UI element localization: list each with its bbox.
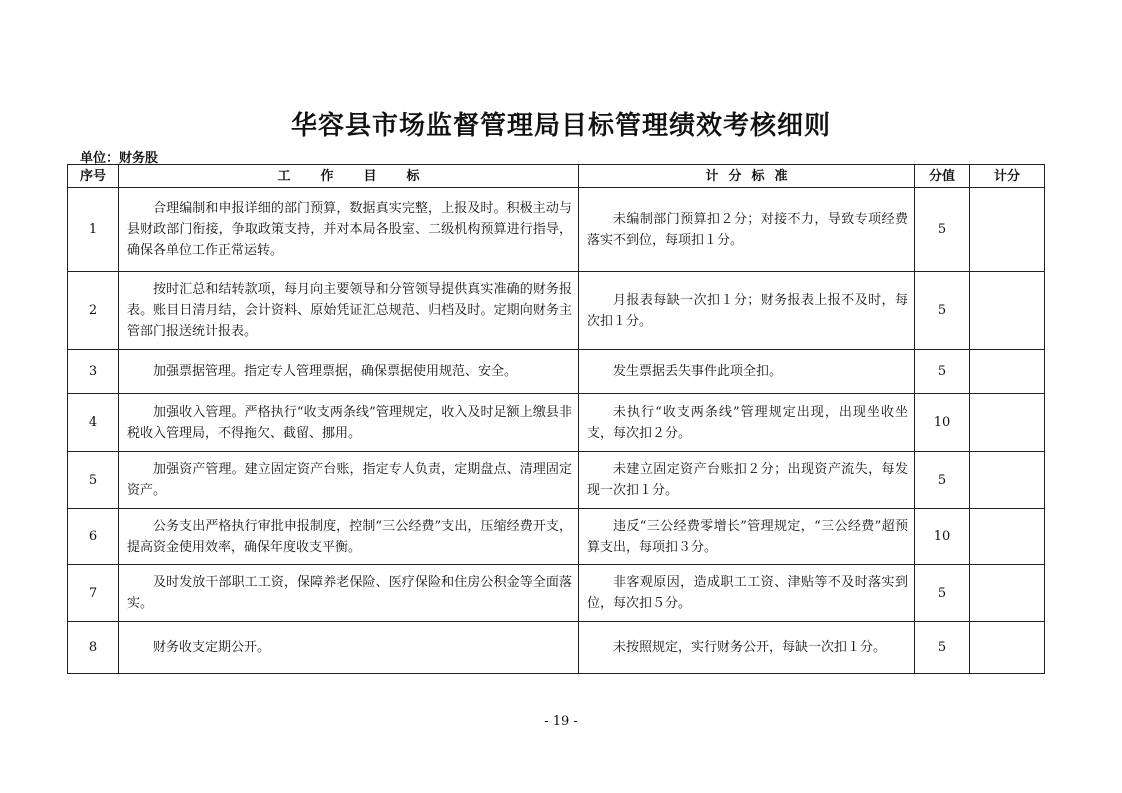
row-score-cell[interactable] xyxy=(970,350,1045,394)
row-value: 10 xyxy=(915,394,970,452)
row-goal: 财务收支定期公开。 xyxy=(119,622,579,674)
row-score-cell[interactable] xyxy=(970,509,1045,565)
row-value: 5 xyxy=(915,350,970,394)
header-seq: 序号 xyxy=(68,165,119,188)
row-standard: 违反“三公经费零增长”管理规定，“三公经费”超预算支出，每项扣３分。 xyxy=(579,509,915,565)
row-score-cell[interactable] xyxy=(970,565,1045,622)
row-value: 5 xyxy=(915,622,970,674)
row-standard: 发生票据丢失事件此项全扣。 xyxy=(579,350,915,394)
row-seq: 5 xyxy=(68,452,119,509)
row-seq: 4 xyxy=(68,394,119,452)
table-row xyxy=(68,350,1045,394)
assessment-table xyxy=(67,164,1045,674)
row-goal: 加强收入管理。严格执行“收支两条线”管理规定，收入及时足额上缴县非税收入管理局，不得拖欠、截留、挪用。 xyxy=(119,394,579,452)
header-value: 分值 xyxy=(915,165,970,188)
row-value: 5 xyxy=(915,565,970,622)
row-goal: 合理编制和申报详细的部门预算，数据真实完整，上报及时。积极主动与县财政部门衔接，争取政策支持，并对本局各股室、二级机构预算进行指导，确保各单位工作正常运转。 xyxy=(119,188,579,272)
row-standard: 非客观原因，造成职工工资、津贴等不及时落实到位，每次扣５分。 xyxy=(579,565,915,622)
row-standard: 未执行“收支两条线”管理规定出现，出现坐收坐支，每次扣２分。 xyxy=(579,394,915,452)
table-row xyxy=(68,394,1045,452)
row-seq: 2 xyxy=(68,272,119,350)
row-value: 5 xyxy=(915,272,970,350)
header-score: 计分 xyxy=(970,165,1045,188)
page-title: 华容县市场监督管理局目标管理绩效考核细则 xyxy=(290,111,831,141)
row-value: 5 xyxy=(915,188,970,272)
row-score-cell[interactable] xyxy=(970,452,1045,509)
row-score-cell[interactable] xyxy=(970,622,1045,674)
row-goal: 加强票据管理。指定专人管理票据，确保票据使用规范、安全。 xyxy=(119,350,579,394)
page-number: - 19 - xyxy=(544,714,578,729)
row-standard: 未编制部门预算扣２分；对接不力，导致专项经费落实不到位，每项扣１分。 xyxy=(579,188,915,272)
table-row xyxy=(68,565,1045,622)
row-score-cell[interactable] xyxy=(970,394,1045,452)
table-header-row xyxy=(68,165,1045,188)
row-value: 10 xyxy=(915,509,970,565)
table-row xyxy=(68,509,1045,565)
table-row xyxy=(68,452,1045,509)
row-standard: 月报表每缺一次扣１分；财务报表上报不及时，每次扣１分。 xyxy=(579,272,915,350)
table-row xyxy=(68,188,1045,272)
header-standard: 计分标准 xyxy=(579,165,915,188)
row-standard: 未建立固定资产台账扣２分；出现资产流失，每发现一次扣１分。 xyxy=(579,452,915,509)
row-score-cell[interactable] xyxy=(970,272,1045,350)
row-goal: 公务支出严格执行审批申报制度，控制“三公经费”支出，压缩经费开支，提高资金使用效率，确保年度收支平衡。 xyxy=(119,509,579,565)
row-goal: 按时汇总和结转款项，每月向主要领导和分管领导提供真实准确的财务报表。账目日清月结，会计资料、原始凭证汇总规范、归档及时。定期向财务主管部门报送统计报表。 xyxy=(119,272,579,350)
row-seq: 7 xyxy=(68,565,119,622)
row-standard: 未按照规定，实行财务公开，每缺一次扣１分。 xyxy=(579,622,915,674)
row-seq: 1 xyxy=(68,188,119,272)
row-goal: 加强资产管理。建立固定资产台账，指定专人负责，定期盘点、清理固定资产。 xyxy=(119,452,579,509)
row-seq: 3 xyxy=(68,350,119,394)
row-score-cell[interactable] xyxy=(970,188,1045,272)
unit-label: 单位：财务股 xyxy=(80,151,159,166)
table-row xyxy=(68,272,1045,350)
row-seq: 8 xyxy=(68,622,119,674)
row-seq: 6 xyxy=(68,509,119,565)
row-value: 5 xyxy=(915,452,970,509)
table-row xyxy=(68,622,1045,674)
header-goal: 工作目标 xyxy=(119,165,579,188)
row-goal: 及时发放干部职工工资，保障养老保险、医疗保险和住房公积金等全面落实。 xyxy=(119,565,579,622)
